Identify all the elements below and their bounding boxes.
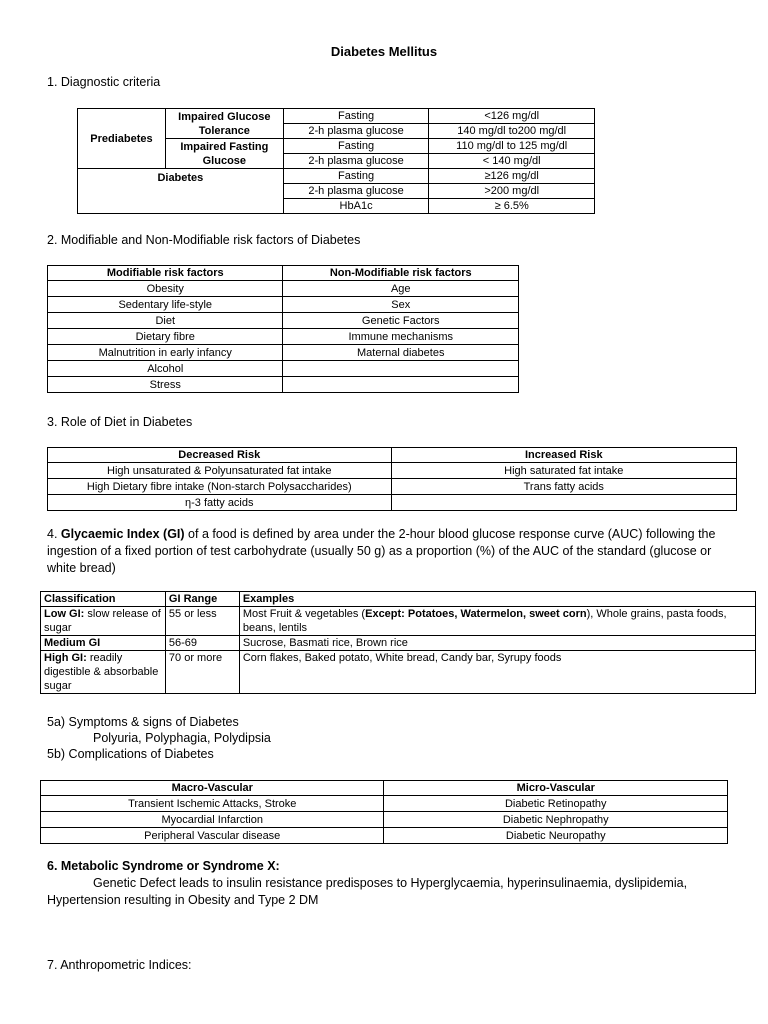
table-cell: Alcohol [48, 361, 283, 377]
table-cell: Diabetic Retinopathy [384, 796, 728, 812]
test-cell: Fasting [283, 139, 429, 154]
classification-cell [41, 607, 166, 636]
glycaemic-index-paragraph [47, 526, 727, 577]
table-row [41, 607, 756, 636]
igt-cell: Impaired Glucose Tolerance [165, 109, 283, 139]
gi-definition: of a food is defined by area under the 2-hour blood glucose response curve (AUC) following the ingestion of a fixed portion of test carbohydrate (usually 50 g) as a proportion (%) of the AUC of the standard (glucose or white bread) [47, 527, 716, 575]
table-row [48, 377, 519, 393]
section-5b-heading: 5b) Complications of Diabetes [47, 747, 214, 761]
value-cell: <126 mg/dl [429, 109, 595, 124]
table-row [48, 297, 519, 313]
section-7-heading: 7. Anthropometric Indices: [47, 958, 192, 972]
column-header: GI Range [165, 592, 239, 607]
test-cell: 2-h plasma glucose [283, 154, 429, 169]
section-2-heading: 2. Modifiable and Non-Modifiable risk factors of Diabetes [47, 233, 361, 247]
table-header-row [48, 448, 737, 463]
table-cell: Malnutrition in early infancy [48, 345, 283, 361]
table-cell: High Dietary fibre intake (Non-starch Polysaccharides) [48, 479, 392, 495]
low-gi-examples: Most Fruit & vegetables ( [242, 608, 366, 620]
gi-range-cell: 55 or less [165, 607, 239, 636]
column-header: Macro-Vascular [41, 781, 384, 796]
table-cell: Immune mechanisms [283, 329, 519, 345]
table-cell: High unsaturated & Polyunsaturated fat intake [48, 463, 392, 479]
table-cell: Obesity [48, 281, 283, 297]
table-row [48, 361, 519, 377]
gi-range-cell: 56-69 [165, 636, 239, 651]
column-header: Examples [239, 592, 755, 607]
value-cell: < 140 mg/dl [429, 154, 595, 169]
table-row [48, 313, 519, 329]
low-gi-examples-rest: ), Whole grains, pasta foods, beans, lentils [242, 608, 727, 634]
column-header: Micro-Vascular [384, 781, 728, 796]
table-cell: Trans fatty acids [391, 479, 736, 495]
table-cell [391, 495, 736, 511]
column-header: Non-Modifiable risk factors [283, 266, 519, 281]
value-cell: 140 mg/dl to200 mg/dl [429, 124, 595, 139]
value-cell: ≥126 mg/dl [429, 169, 595, 184]
page-title: Diabetes Mellitus [330, 44, 438, 59]
table-cell: Diabetic Nephropathy [384, 812, 728, 828]
table-cell [283, 361, 519, 377]
section-3-heading: 3. Role of Diet in Diabetes [47, 415, 193, 429]
value-cell: 110 mg/dl to 125 mg/dl [429, 139, 595, 154]
low-gi-label: Low GI: [44, 608, 85, 620]
value-cell: >200 mg/dl [429, 184, 595, 199]
table-cell: High saturated fat intake [391, 463, 736, 479]
table-cell: Peripheral Vascular disease [41, 828, 384, 844]
table-cell: Stress [48, 377, 283, 393]
table-cell: Maternal diabetes [283, 345, 519, 361]
high-gi-label: High GI: [44, 652, 87, 664]
test-cell: 2-h plasma glucose [283, 184, 429, 199]
section-5a-heading: 5a) Symptoms & signs of Diabetes [47, 715, 239, 729]
table-row [48, 479, 737, 495]
column-header: Decreased Risk [48, 448, 392, 463]
diabetes-cell: Diabetes [78, 169, 284, 214]
value-cell: ≥ 6.5% [429, 199, 595, 214]
table-header-row [41, 592, 756, 607]
table-header-row [48, 266, 519, 281]
table-header-row [41, 781, 728, 796]
table-cell: Age [283, 281, 519, 297]
table-row [41, 812, 728, 828]
high-gi-desc: readily digestible & absorbable sugar [44, 652, 159, 692]
risk-factors-table [47, 265, 519, 393]
table-cell: Diet [48, 313, 283, 329]
table-row [78, 169, 595, 184]
medium-gi-label: Medium GI [41, 636, 166, 651]
examples-cell [239, 607, 755, 636]
section-6-heading: 6. Metabolic Syndrome or Syndrome X: [47, 859, 280, 873]
table-row [78, 109, 595, 124]
table-row [48, 463, 737, 479]
table-cell [283, 377, 519, 393]
table-cell: Myocardial Infarction [41, 812, 384, 828]
column-header: Modifiable risk factors [48, 266, 283, 281]
symptoms-text: Polyuria, Polyphagia, Polydipsia [93, 731, 271, 745]
table-row [41, 636, 756, 651]
low-gi-exceptions: Except: Potatoes, Watermelon, sweet corn [365, 608, 587, 620]
gi-range-cell: 70 or more [165, 651, 239, 694]
table-row [48, 495, 737, 511]
examples-cell: Sucrose, Basmati rice, Brown rice [239, 636, 755, 651]
prediabetes-cell: Prediabetes [78, 109, 166, 169]
table-row [48, 281, 519, 297]
section-4-number: 4. [47, 527, 61, 541]
test-cell: Fasting [283, 109, 429, 124]
diagnostic-criteria-table [77, 108, 595, 214]
table-row [41, 651, 756, 694]
table-cell: η-3 fatty acids [48, 495, 392, 511]
table-row [41, 796, 728, 812]
glycaemic-index-table [40, 591, 756, 694]
metabolic-syndrome-text: Genetic Defect leads to insulin resistance predisposes to Hyperglycaemia, hyperinsulinaemia, dyslipidemia, Hypertension resulting in Obesity and Type 2 DM [47, 876, 688, 907]
table-cell: Diabetic Neuropathy [384, 828, 728, 844]
gi-term: Glycaemic Index (GI) [60, 527, 185, 541]
diet-role-table [47, 447, 737, 511]
test-cell: 2-h plasma glucose [283, 124, 429, 139]
ifg-cell: Impaired Fasting Glucose [165, 139, 283, 169]
column-header: Increased Risk [391, 448, 736, 463]
table-cell: Sedentary life-style [48, 297, 283, 313]
table-cell: Genetic Factors [283, 313, 519, 329]
classification-cell [41, 651, 166, 694]
table-cell: Sex [283, 297, 519, 313]
table-row [41, 828, 728, 844]
complications-table [40, 780, 728, 844]
section-1-heading: 1. Diagnostic criteria [47, 75, 161, 89]
table-row [48, 345, 519, 361]
table-row [48, 329, 519, 345]
examples-cell: Corn flakes, Baked potato, White bread, Candy bar, Syrupy foods [239, 651, 755, 694]
table-cell: Dietary fibre [48, 329, 283, 345]
test-cell: HbA1c [283, 199, 429, 214]
low-gi-desc: slow release of sugar [44, 608, 161, 634]
table-cell: Transient Ischemic Attacks, Stroke [41, 796, 384, 812]
test-cell: Fasting [283, 169, 429, 184]
column-header: Classification [41, 592, 166, 607]
